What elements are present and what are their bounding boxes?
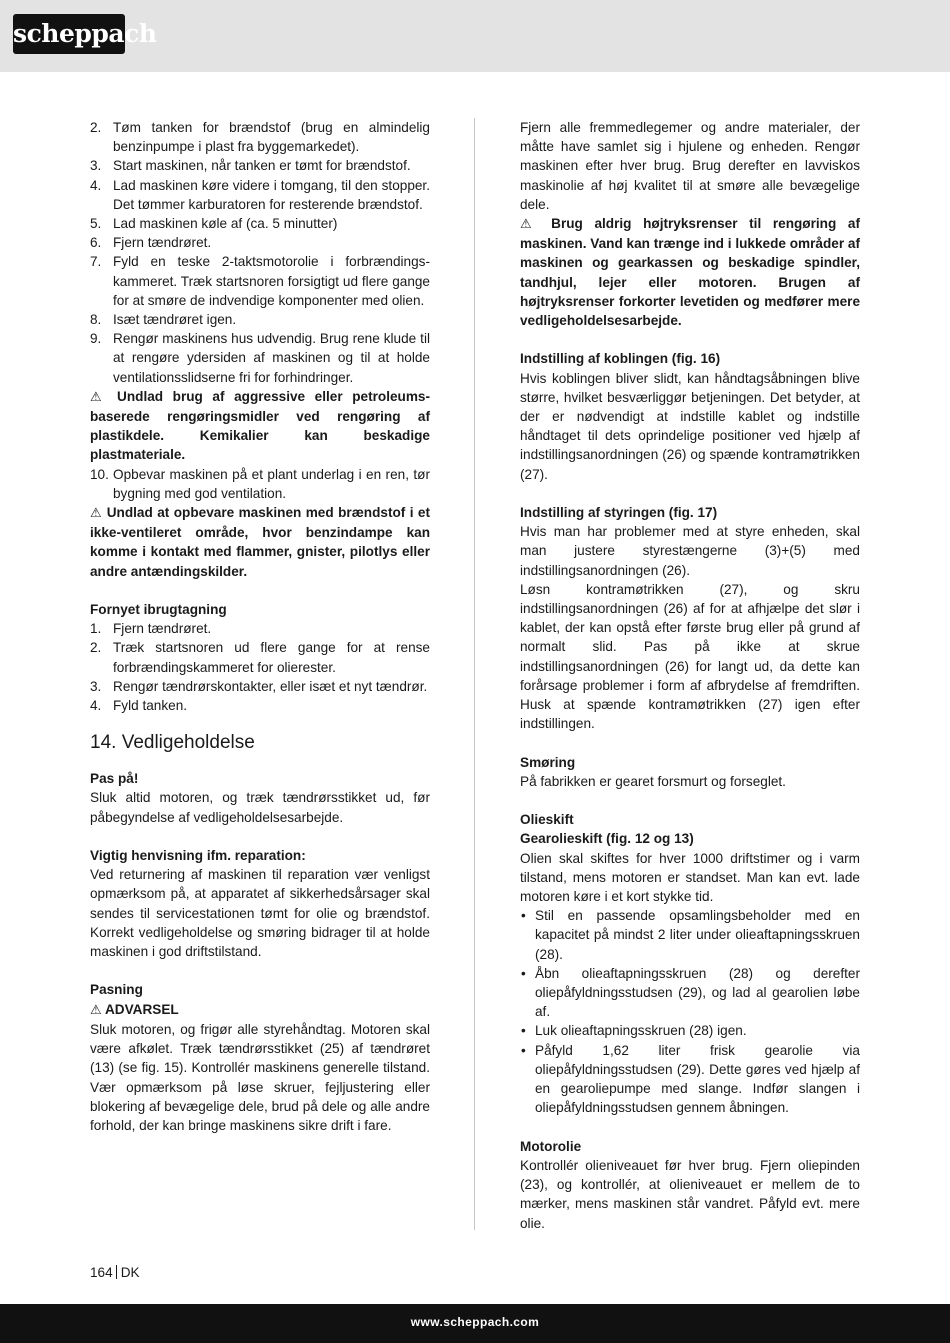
subheading: Indstilling af koblingen (fig. 16) [520, 351, 721, 367]
list-item: 2. Tøm tanken for brændstof (brug en almindelig benzinpumpe i plast fra byggemarkedet). [90, 120, 430, 155]
page-header [0, 0, 950, 72]
paragraph: Sluk altid motoren, og træk tændrørsstikket ud, før påbegyndelse af vedligeholdelsesarbejde. [90, 790, 430, 825]
subheading: Gearolieskift (fig. 12 og 13) [520, 831, 694, 847]
subheading: Smøring [520, 754, 576, 770]
website-link[interactable]: www.scheppach.com [410, 1315, 540, 1329]
scheppach-logo: scheppach [13, 14, 125, 54]
subheading: Pasning [90, 982, 143, 998]
paragraph: Hvis koblingen bliver slidt, kan håndtagsåbningen blive større, hvilket besværliggør betjeningen. Det betyder, at der er nødvendigt at indstille kablet og indstille håndtaget til dets oprindelige positioner ved hjælp af indstillingsanordningen (26) og spænde kontramøtrikken (27). [520, 370, 860, 482]
paragraph: Løsn kontramøtrikken (27), og skru indstillingsanordningen (26) af for at afhjælpe det slør i kablet, der kan opstå efter første brug eller på grund af normalt slid. Pas på ikke at skrue indstillingsanordningen (26) for langt ud, da dette kan forårsage problemer i form af afbrydelse af fremdriften. Husk at spænde kontramøtrikken (27) igen efter indstillingen. [520, 581, 860, 732]
list-item: • Påfyld 1,62 liter frisk gearolie via oliepåfyldningsstudsen (29). Dette gøres ved hjælp af en gearoliepumpe med slange. Indfør slangen i oliepåfyldningsstudsen gennem åbningen. [521, 1042, 860, 1116]
subheading: Motorolie [520, 1138, 582, 1154]
subheading: Vigtig henvisning ifm. reparation: [90, 848, 306, 864]
warning-triangle-icon: ⚠ [90, 1002, 102, 1018]
list-item: • Stil en passende opsamlingsbeholder med en kapacitet på mindst 2 liter under olieaftapningsskruen (28). [521, 908, 860, 962]
list-item: 3. Start maskinen, når tanken er tømt for brændstof. [90, 158, 411, 174]
page-number-separator [116, 1265, 117, 1279]
right-column [520, 118, 860, 1233]
paragraph: Sluk motoren, og frigør alle styrehåndtag. Motoren skal være afkølet. Træk tændrørsstikket (25) af tændrøret (13) (se fig. 15). Kontrollér maskinens generelle tilstand. Vær opmærksom på løse skruer, fejljustering eller blokering af bevægelige dele, brud på dele og alle andre forhold, der kan bringe maskinens sikre drift i fare. [90, 1021, 430, 1133]
warning-triangle-icon: ⚠ [90, 506, 103, 522]
warning-note: ⚠ Undlad brug af aggressive eller petroleums-baserede rengøringsmidler ved rengøring af plastikdele. Kemikalier kan beskadige plastmateriale. [90, 388, 431, 463]
paragraph: Hvis man har problemer med at styre enheden, skal man justere styrestængerne (3)+(5) med indstillingsanordningen (26). [520, 524, 860, 578]
list-item: • Luk olieaftapningsskruen (28) igen. [521, 1023, 747, 1039]
paragraph: Fjern alle fremmedlegemer og andre materialer, der måtte have samlet sig i hjulene og enheden. Rengør maskinen efter hver brug. Brug derefter en lavviskos maskinolie af høj kvalitet til at smøre alle bevægelige dele. [520, 120, 860, 212]
paragraph: Olien skal skiftes for hver 1000 driftstimer og i varm tilstand, mens motoren er standset. Man kan evt. lade motoren køre i et kort stykke tid. [520, 850, 860, 905]
language-code: DK [120, 1265, 140, 1280]
list-item: 6. Fjern tændrøret. [90, 235, 212, 251]
paragraph: Kontrollér olieniveauet før hver brug. Fjern oliepinden (23), og kontrollér, at olieniveauet er mellem de to mærker, mens maskinen står vandret. Påfyld evt. mere olie. [520, 1157, 860, 1231]
warning-label: ⚠ ADVARSEL [90, 1001, 179, 1018]
list-item: 4. Fyld tanken. [90, 698, 188, 714]
left-column [90, 118, 430, 1135]
list-item: 9. Rengør maskinens hus udvendig. Brug rene klude til at rengøre ydersiden af maskinen og til at holde ventilationsslidserne fri for forhindringer. [90, 331, 430, 385]
list-item: 1. Fjern tændrøret. [90, 621, 212, 637]
warning-note: ⚠ Undlad at opbevare maskinen med brændstof i et ikke-ventileret område, hvor benzindampe kan komme i kontakt med flammer, gnister, pilotlys eller andre antændingskilder. [90, 505, 431, 579]
list-item: 4. Lad maskinen køre videre i tomgang, til den stopper. Det tømmer karburatoren for resterende brændstof. [90, 177, 430, 212]
subheading: Pas på! [90, 771, 139, 787]
list-item: 3. Rengør tændrørskontakter, eller isæt et nyt tændrør. [90, 678, 428, 694]
list-item: 10. Opbevar maskinen på et plant underlag i en ren, tør bygning med god ventilation. [90, 466, 430, 501]
warning-triangle-icon: ⚠ [520, 217, 540, 233]
paragraph: Ved returnering af maskinen til reparation vær venligst opmærksom på, at apparatet af sikkerhedsårsager skal sendes til servicestationen tømt for olie og brændstof. Korrekt vedligeholdelse og smøring bidrager til at holde maskinen i god driftstilstand. [90, 867, 430, 960]
section-heading: 14. Vedligeholdelse [90, 732, 255, 754]
list-item: 2. Træk startsnoren ud flere gange for at rense forbrændingskammeret for olierester. [90, 640, 430, 675]
paragraph: På fabrikken er gearet forsmurt og forseglet. [520, 773, 786, 789]
page-number: 164 DK [90, 1265, 140, 1280]
list-item: 8. Isæt tændrøret igen. [90, 312, 237, 328]
subheading: Fornyet ibrugtagning [90, 602, 227, 618]
list-item: 5. Lad maskinen køle af (ca. 5 minutter) [90, 216, 338, 232]
subheading: Indstilling af styringen (fig. 17) [520, 505, 718, 521]
column-divider [474, 118, 475, 1230]
page-footer [0, 1304, 950, 1343]
warning-triangle-icon: ⚠ [90, 389, 108, 405]
list-item: • Åbn olieaftapningsskruen (28) og derefter oliepåfyldningsstudsen (29), og lad al gearolien løbe af. [521, 965, 860, 1020]
warning-note: ⚠ Brug aldrig højtryksrenser til rengøring af maskinen. Vand kan trænge ind i lukkede områder af maskinen og gearkassen og beskadige spindler, tandhjul, lejer eller motoren. Brugen af højtryksrenser forkorter levetiden og medfører mere vedligeholdelsesarbejde. [520, 216, 860, 329]
list-item: 7. Fyld en teske 2-taktsmotorolie i forbrændings-kammeret. Træk startsnoren forsigtigt ud flere gange for at smøre de indvendige komponenter med olien. [90, 254, 430, 308]
subheading: Olieskift [520, 812, 574, 828]
